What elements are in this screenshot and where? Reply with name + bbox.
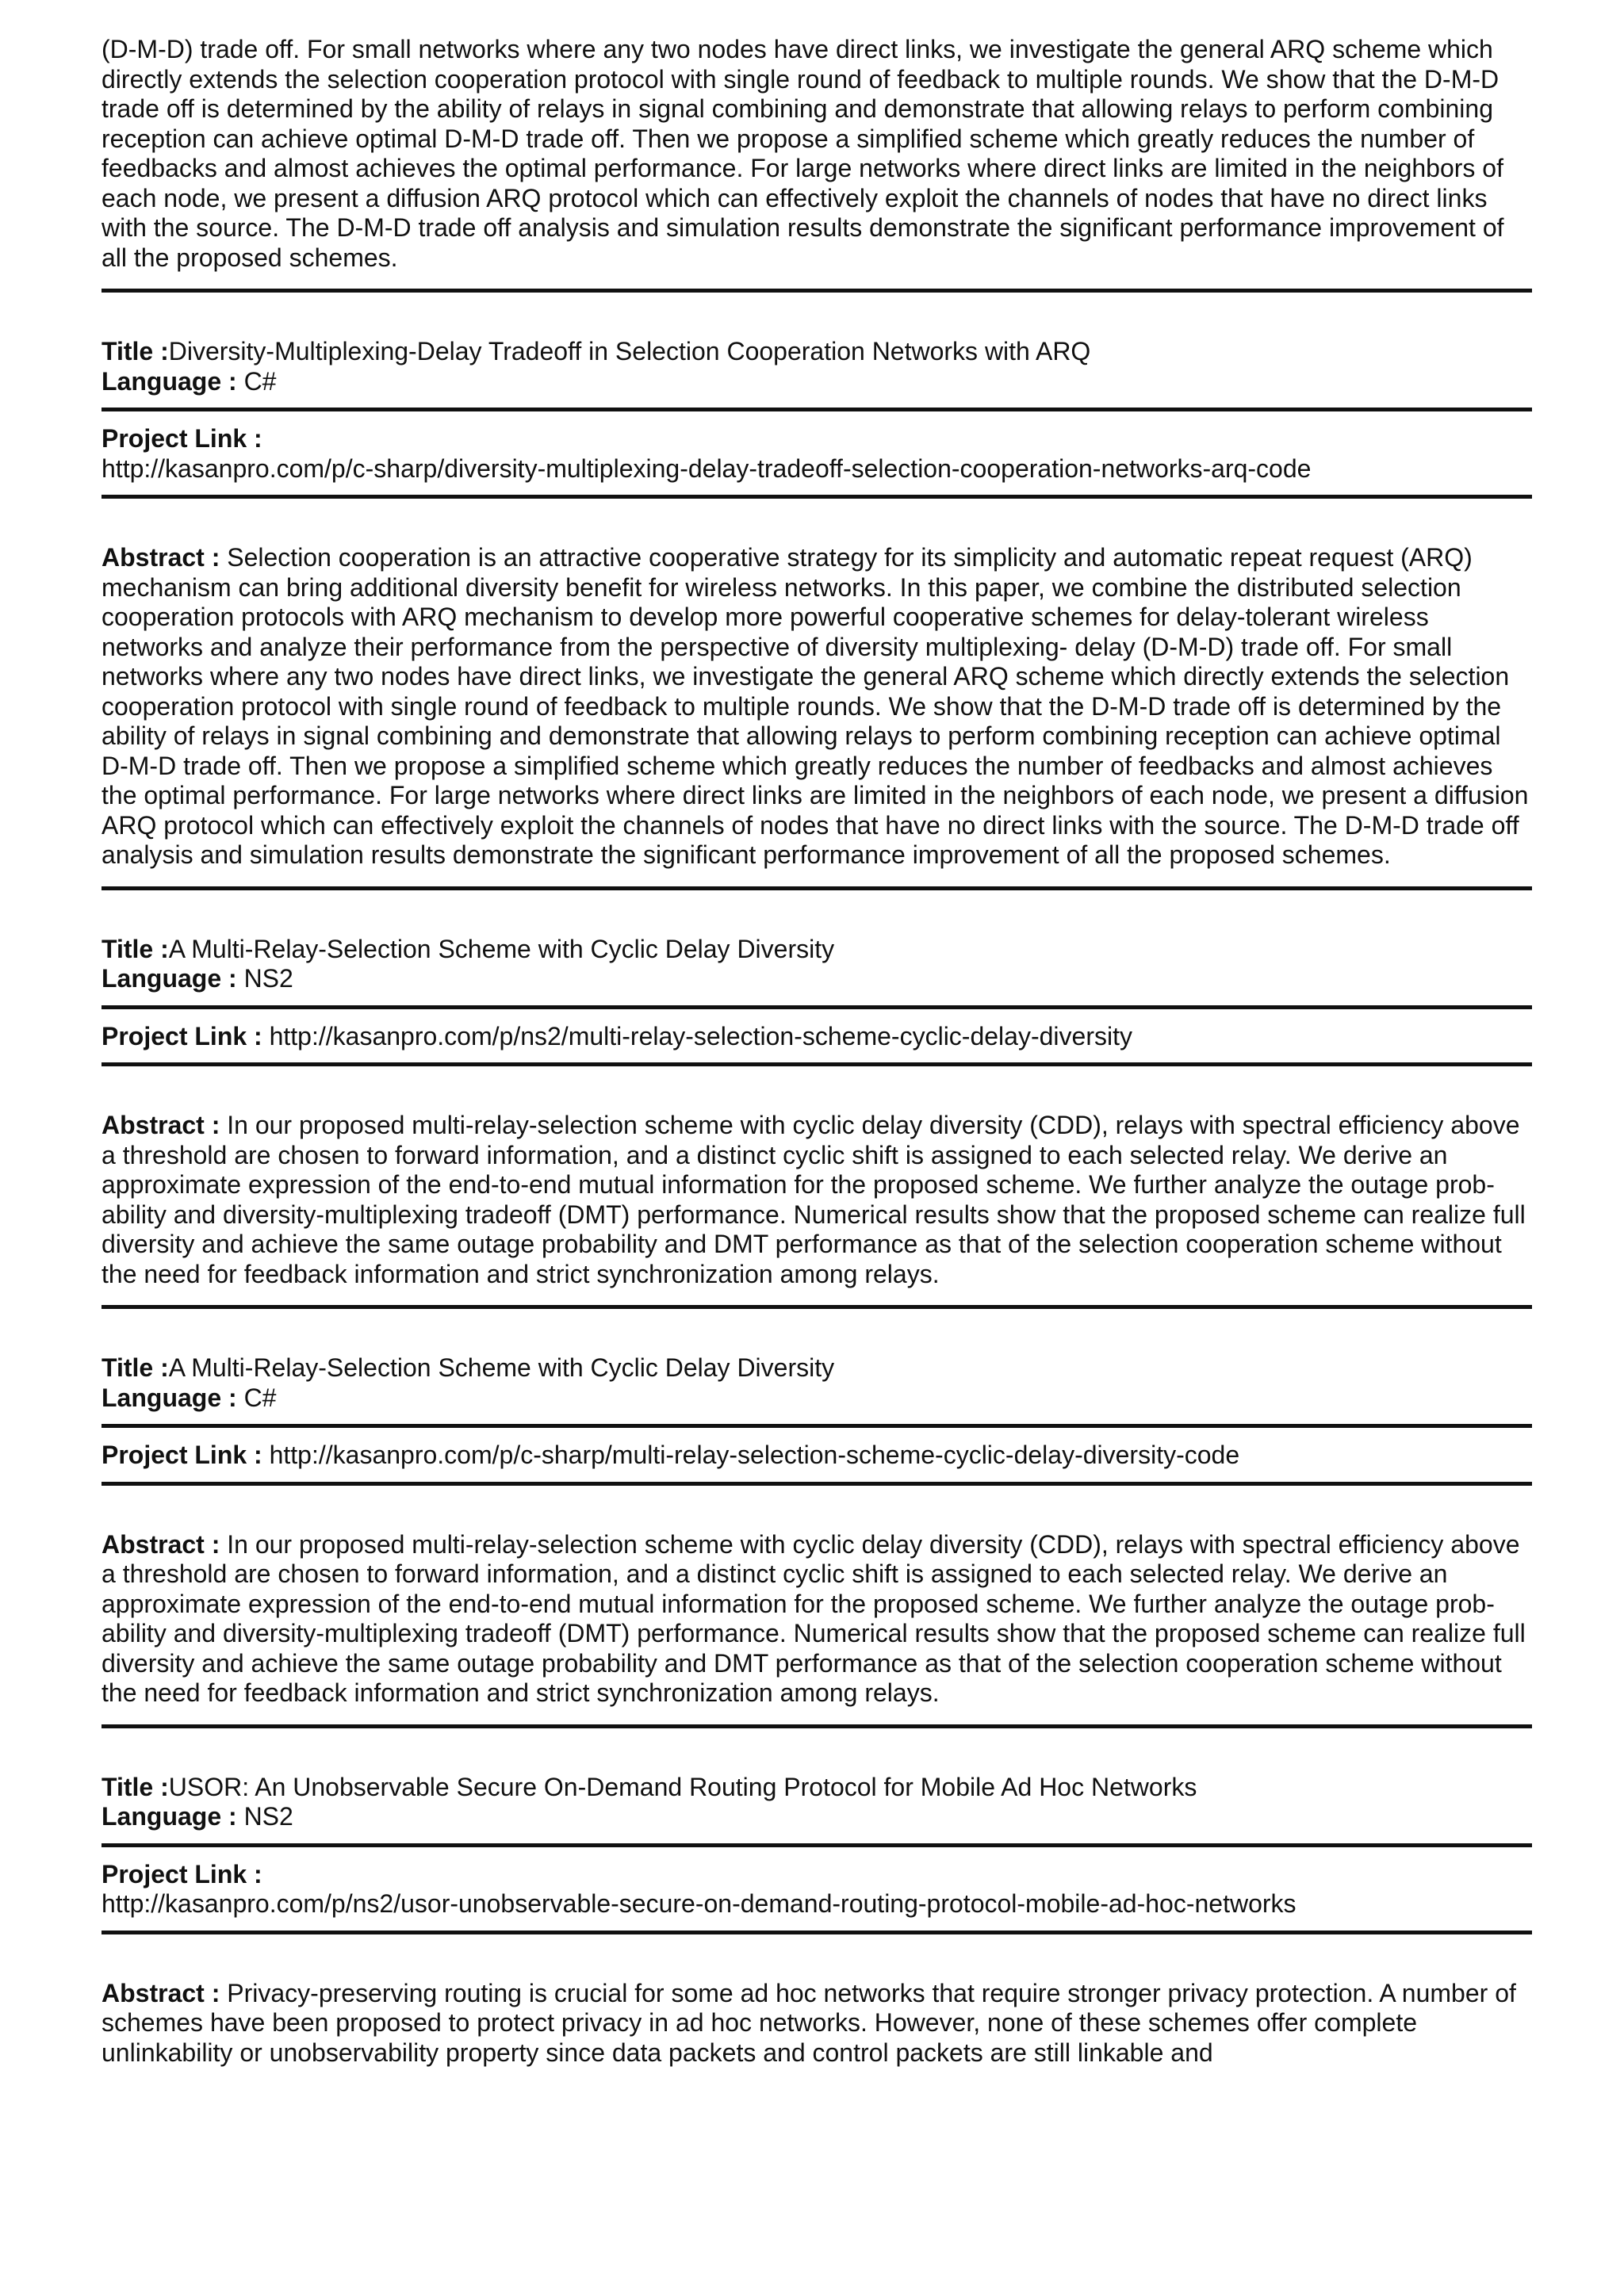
- abstract-block: [102, 1486, 1532, 1724]
- abstract-block: [102, 1066, 1532, 1305]
- project-language: NS2: [243, 1802, 293, 1831]
- abstract-label: Abstract :: [102, 1978, 228, 2007]
- project-link-block: [102, 1428, 1532, 1482]
- language-line: [102, 1383, 1532, 1414]
- title-line: [102, 1773, 1532, 1803]
- project-link[interactable]: http://kasanpro.com/p/c-sharp/multi-relay-selection-scheme-cyclic-delay-diversity-code: [269, 1441, 1240, 1469]
- project-link-label: Project Link :: [102, 1441, 270, 1469]
- project-link-label: Project Link :: [102, 1859, 262, 1888]
- project-title: USOR: An Unobservable Secure On-Demand Routing Protocol for Mobile Ad Hoc Networks: [168, 1772, 1197, 1801]
- project-header: [102, 1728, 1532, 1843]
- project-header: [102, 293, 1532, 408]
- abstract-paragraph: [102, 1111, 1532, 1289]
- leading-abstract-fragment: (D-M-D) trade off. For small networks where any two nodes have direct links, we investigate the general ARQ scheme which directly extends the selection cooperation protocol with single round of feedback to multiple rounds. We show that the D-M-D trade off is determined by the ability of relays in signal combining and demonstrate that allowing relays to perform combining reception can achieve optimal D-M-D trade off. Then we propose a simplified scheme which greatly reduces the number of feedbacks and almost achieves the optimal performance. For large networks where direct links are limited in the neighbors of each node, we present a diffusion ARQ protocol which can effectively exploit the channels of nodes that have no direct links with the source. The D-M-D trade off analysis and simulation results demonstrate the significant performance improvement of all the proposed schemes.: [102, 35, 1504, 272]
- abstract-text: Privacy-preserving routing is crucial for some ad hoc networks that require stronger privacy protection. A number of schemes have been proposed to protect privacy in ad hoc networks. However, none of these schemes offer complete unlinkability or unobservability property since data packets and control packets are still linkable and: [102, 1978, 1516, 2067]
- title-label: Title :: [102, 337, 169, 365]
- project-header: [102, 890, 1532, 1005]
- project-link-block: [102, 411, 1532, 495]
- project-title: A Multi-Relay-Selection Scheme with Cyclic Delay Diversity: [168, 1353, 835, 1382]
- title-label: Title :: [102, 934, 169, 963]
- project-title: A Multi-Relay-Selection Scheme with Cyclic Delay Diversity: [168, 934, 835, 963]
- project-link-block: [102, 1847, 1532, 1931]
- project-header: [102, 1309, 1532, 1424]
- title-line: [102, 935, 1532, 965]
- project-language: C#: [243, 366, 277, 396]
- abstract-label: Abstract :: [102, 1111, 228, 1139]
- project-link[interactable]: http://kasanpro.com/p/ns2/usor-unobservable-secure-on-demand-routing-protocol-mobile-ad-hoc-networks: [102, 1889, 1297, 1918]
- project-link-label: Project Link :: [102, 1021, 270, 1050]
- abstract-paragraph: [102, 1979, 1532, 2068]
- abstract-block: [102, 499, 1532, 886]
- project-language: C#: [243, 1383, 277, 1412]
- abstract-label: Abstract :: [102, 543, 228, 572]
- project-link-block: [102, 1009, 1532, 1063]
- abstract-block: [102, 1934, 1532, 2084]
- language-line: [102, 964, 1532, 994]
- language-label: Language :: [102, 1802, 244, 1831]
- project-link[interactable]: http://kasanpro.com/p/c-sharp/diversity-multiplexing-delay-tradeoff-selection-cooperation-networks-arq-code: [102, 453, 1312, 483]
- project-language: NS2: [243, 964, 293, 993]
- language-line: [102, 367, 1532, 397]
- abstract-label: Abstract :: [102, 1529, 228, 1559]
- abstract-text: In our proposed multi-relay-selection scheme with cyclic delay diversity (CDD), relays with spectral efficiency above a threshold are chosen to forward information, and a distinct cyclic shift is assigned to each selected relay. We derive an approximate expression of the end-to-end mutual information for the proposed scheme. We further analyze the outage prob- ability and diversity-multiplexing tradeoff (DMT) performance. Numerical results show that the proposed scheme can realize full diversity and achieve the same outage probability and DMT performance as that of the selection cooperation scheme without the need for feedback information and strict synchronization among relays.: [102, 1111, 1526, 1288]
- language-label: Language :: [102, 1383, 244, 1412]
- title-line: [102, 337, 1532, 367]
- abstract-text: In our proposed multi-relay-selection scheme with cyclic delay diversity (CDD), relays with spectral efficiency above a threshold are chosen to forward information, and a distinct cyclic shift is assigned to each selected relay. We derive an approximate expression of the end-to-end mutual information for the proposed scheme. We further analyze the outage prob- ability and diversity-multiplexing tradeoff (DMT) performance. Numerical results show that the proposed scheme can realize full diversity and achieve the same outage probability and DMT performance as that of the selection cooperation scheme without the need for feedback information and strict synchronization among relays.: [102, 1529, 1526, 1707]
- project-title: Diversity-Multiplexing-Delay Tradeoff in Selection Cooperation Networks with ARQ: [168, 337, 1091, 365]
- language-label: Language :: [102, 964, 244, 993]
- title-line: [102, 1353, 1532, 1383]
- language-label: Language :: [102, 366, 244, 396]
- abstract-text: Selection cooperation is an attractive cooperative strategy for its simplicity and automatic repeat request (ARQ) mechanism can bring additional diversity benefit for wireless networks. In this paper, we combine the distributed selection cooperation protocols with ARQ mechanism to develop more powerful cooperative schemes for delay-tolerant wireless networks and analyze their performance from the perspective of diversity multiplexing- delay (D-M-D) trade off. For small networks where any two nodes have direct links, we investigate the general ARQ scheme which directly extends the selection cooperation protocol with single round of feedback to multiple rounds. We show that the D-M-D trade off is determined by the ability of relays in signal combining and demonstrate that allowing relays to perform combining reception can achieve optimal D-M-D trade off. Then we propose a simplified scheme which greatly reduces the number of feedbacks and almost achieves the optimal performance. For large networks where direct links are limited in the neighbors of each node, we present a diffusion ARQ protocol which can effectively exploit the channels of nodes that have no direct links with the source. The D-M-D trade off analysis and simulation results demonstrate the significant performance improvement of all the proposed schemes.: [102, 543, 1529, 869]
- title-label: Title :: [102, 1772, 169, 1801]
- abstract-paragraph: [102, 1530, 1532, 1709]
- document-page: [102, 35, 1532, 2084]
- project-link[interactable]: http://kasanpro.com/p/ns2/multi-relay-selection-scheme-cyclic-delay-diversity: [269, 1021, 1132, 1050]
- abstract-paragraph: [102, 543, 1532, 871]
- title-label: Title :: [102, 1353, 169, 1382]
- language-line: [102, 1802, 1532, 1832]
- project-link-label: Project Link :: [102, 424, 262, 453]
